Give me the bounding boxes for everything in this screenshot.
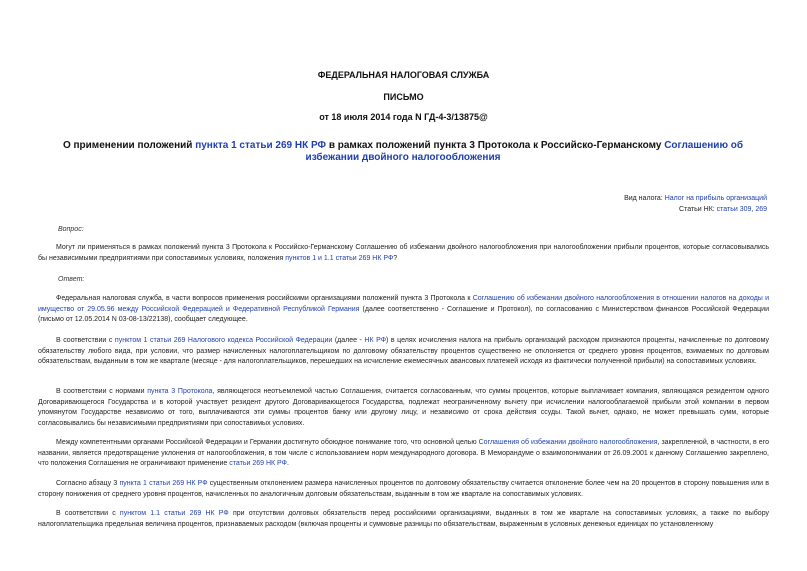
- tax-type: Вид налога: Налог на прибыль организаций: [624, 195, 767, 202]
- link-nk-rf[interactable]: НК РФ: [364, 337, 387, 344]
- link-article-269-p1[interactable]: пункта 1 статьи 269 НК РФ: [195, 140, 327, 151]
- link-treaty-short[interactable]: Соглашения об избежании двойного налогообложения: [478, 439, 658, 446]
- link-article-269-p1-1[interactable]: пунктов 1 и 1.1 статьи 269 НК РФ: [285, 254, 394, 262]
- link-protocol-p3[interactable]: пункта 3 Протокола: [147, 388, 213, 395]
- doc-type: ПИСЬМО: [383, 92, 424, 102]
- answer-paragraph-6: В соответствии с пунктом 1.1 статьи 269 НК РФ при отсутствии долговых обязательств перед российскими организациями, выданных в том же квартале на сопоставимых условиях, а также по выбору налогоплательщика предельная величина процентов, признаваемых расходом (включая проценты и суммовые разницы по обязательствам, выраженным в условных денежных единицах по установленному: [38, 510, 770, 528]
- letter-subject: О применении положений пункта 1 статьи 269 НК РФ в рамках положений пункта 3 Протокола к Российско-Германскому Соглашению об избежании двойного налогообложения: [62, 140, 744, 163]
- answer-paragraph-3: В соответствии с нормами пункта 3 Протокола, являющегося неотъемлемой частью Соглашения, считается согласованным, что суммы процентов, которые выплачивает компания, являющаяся резидентом одного Договаривающегося Государства и в которой участвует резидент другого Договаривающегося Государства, подлежат неограниченному вычету при исчислении налогооблагаемой прибыли этой компании в первом упомянутом Государстве независимо от того, выплачиваются эти суммы процентов банку или другому лицу, и независимо от срока действия ссуды. Такой вычет, однако, не может превышать сумм, которые согласовывались бы независимыми предприятиями при сопоставимых условиях.: [38, 388, 769, 427]
- answer-paragraph-2: В соответствии с пунктом 1 статьи 269 Налогового кодекса Российской Федерации (далее - НК РФ) в целях исчисления налога на прибыль организаций расходом признаются проценты, начисленные по долговому обязательству любого вида, при условии, что размер начисленных налогоплательщиком по долговому обязательству процентов существенно не отклоняется от среднего уровня процентов, взимаемых по долговым обязательствам, выданным в том же квартале (месяце - для налогоплательщиков, перешедших на исчисление ежемесячных авансовых платежей исходя из фактически полученной прибыли) на сопоставимых условиях.: [38, 337, 769, 366]
- link-treaty[interactable]: Соглашению об избежании двойного налогообложения: [305, 140, 744, 163]
- link-article-269-p1-1-b[interactable]: пунктом 1.1 статьи 269 НК РФ: [119, 510, 229, 517]
- link-treaty-full[interactable]: Соглашению об избежании двойного налогообложения в отношении налогов на доходы и имущество от 29.05.96 между Российской Федерацией и Федеративной Республикой Германия: [38, 295, 770, 313]
- tax-articles: Статьи НК: статьи 309, 269: [679, 206, 767, 213]
- question-text: Могут ли применяться в рамках положений пункта 3 Протокола к Российско-Германскому Соглашению об избежании двойного налогообложения при налогообложении прибыли процентов, которые согласовывались бы независимыми предприятиями при сопоставимых условиях, положения пунктов 1 и 1.1 статьи 269 НК РФ?: [38, 244, 769, 262]
- link-tax-code-269[interactable]: пунктом 1 статьи 269 Налогового кодекса Российской Федерации: [114, 337, 333, 344]
- link-article-269[interactable]: статьи 269 НК РФ: [229, 460, 287, 468]
- link-articles[interactable]: статьи 309, 269: [716, 206, 767, 213]
- agency-title: ФЕДЕРАЛЬНАЯ НАЛОГОВАЯ СЛУЖБА: [317, 70, 490, 80]
- answer-paragraph-5: Согласно абзацу 3 пункта 1 статьи 269 НК РФ существенным отклонением размера начисленных процентов по долговому обязательству считается отклонение более чем на 20 процентов в сторону повышения или в сторону понижения от среднего уровня процентов, начисленных по аналогичным долговым обязательствам, выданным в том же квартале на сопоставимых условиях.: [38, 480, 770, 498]
- answer-paragraph-4: Между компетентными органами Российской Федерации и Германии достигнуто обоюдное понимание того, что основной целью Соглашения об избежании двойного налогообложения, закрепленной, в частности, в его названии, является предотвращение уклонения от налогообложения, в том числе с использованием норм международного договора. В Меморандуме о взаимопонимании от 26.09.2001 к данному Соглашению закреплено, что положения Соглашения не ограничивают применение статьи 269 НК РФ.: [38, 439, 769, 468]
- answer-label: Ответ:: [58, 276, 85, 283]
- doc-date-number: от 18 июля 2014 года N ГД-4-3/13875@: [319, 112, 488, 122]
- link-article-269-p1-b[interactable]: пункта 1 статьи 269 НК РФ: [119, 480, 208, 487]
- answer-paragraph-1: Федеральная налоговая служба, в части вопросов применения российскими организациями положений пункта 3 Протокола к Соглашению об избежании двойного налогообложения в отношении налогов на доходы и имущество от 29.05.96 между Российской Федерацией и Федеративной Республикой Германия (далее соответственно - Соглашение и Протокол), по согласованию с Министерством финансов Российской Федерации (письмо от 12.05.2014 N 03-08-13/22138), сообщает следующее.: [38, 295, 770, 324]
- link-tax-type[interactable]: Налог на прибыль организаций: [664, 195, 767, 202]
- question-label: Вопрос:: [58, 226, 84, 233]
